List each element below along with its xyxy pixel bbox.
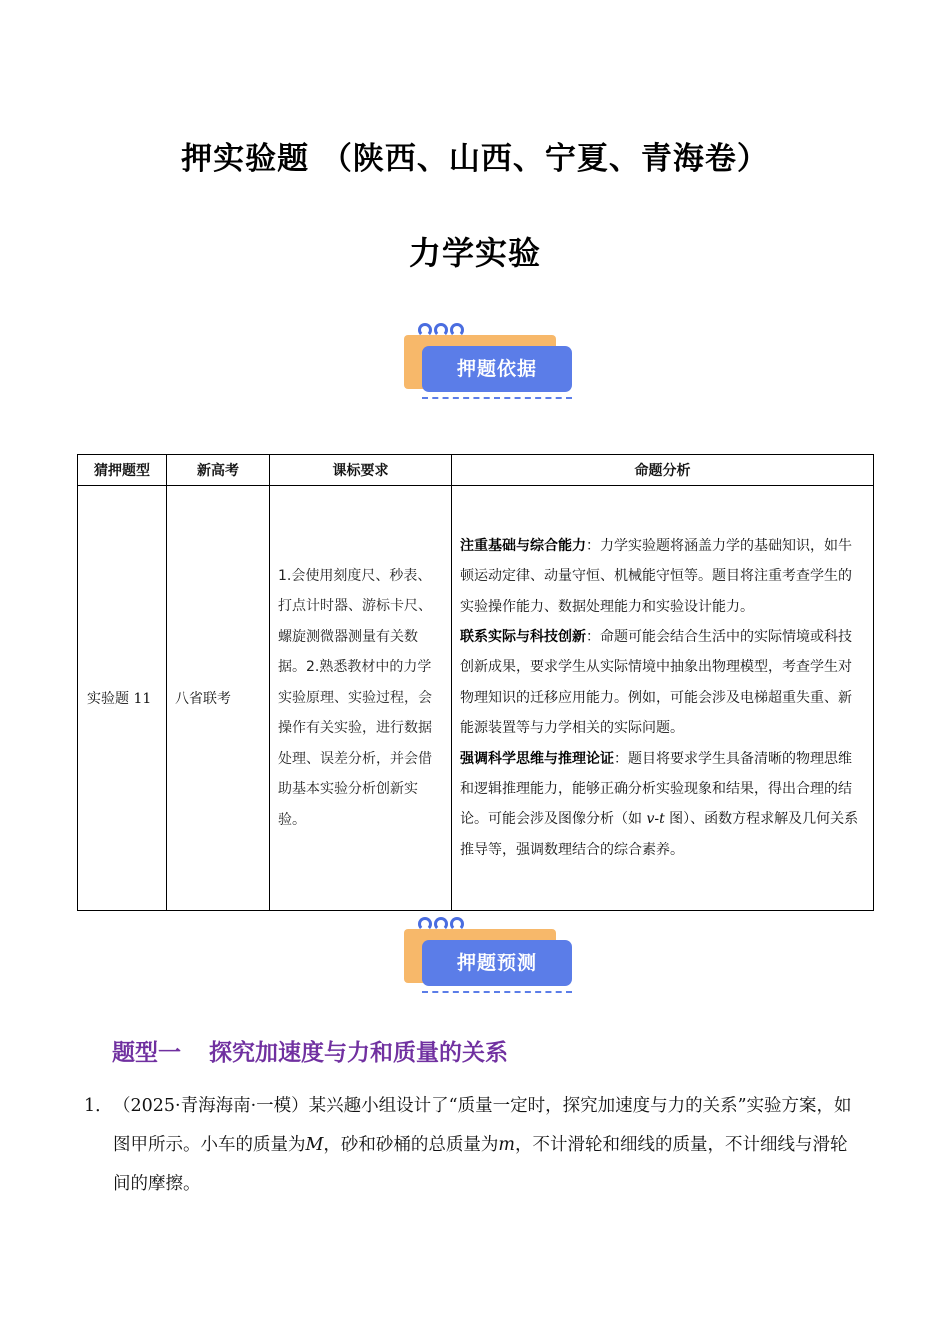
question-text xyxy=(113,1087,864,1204)
question-text-part: ，不计滑轮和细线的质量，不计细线与滑轮间的摩擦。 xyxy=(113,1135,848,1194)
rings-icon xyxy=(418,916,466,935)
analysis-text-3a: ：题目将要求学生具备清晰的物理思维和逻辑推理能力，能够正确分析实验现象和结果，得出合理的结论。可能会涉及图像分析（如 xyxy=(460,750,852,828)
question-number: 1． xyxy=(84,1096,113,1116)
section-title: 探究加速度与力和质量的关系 xyxy=(209,1040,508,1066)
analysis-point-1 xyxy=(460,531,865,622)
analysis-point-3 xyxy=(460,744,865,866)
badge-divider xyxy=(422,991,572,993)
table-row xyxy=(78,486,874,911)
var-m: m xyxy=(498,1135,516,1155)
badge-divider xyxy=(422,397,572,399)
header-exam: 新高考 xyxy=(167,455,270,486)
cell-type: 实验题 11 xyxy=(78,486,167,911)
question-1 xyxy=(84,1087,864,1204)
question-text-part: ，砂和砂桶的总质量为 xyxy=(323,1135,499,1155)
section-label: 题型一 xyxy=(112,1040,181,1066)
section-heading xyxy=(112,1034,508,1067)
prediction-table xyxy=(77,454,874,911)
question-text-part: （2025·青海海南·一模）某兴趣小组设计了“质量一定时，探究加速度与力的关系”实验方案，如图甲所示。小车的质量为 xyxy=(113,1096,852,1155)
header-standard: 课标要求 xyxy=(270,455,452,486)
analysis-text-2: ：命题可能会结合生活中的实际情境或科技创新成果，要求学生从实际情境中抽象出物理模型，考查学生对物理知识的迁移应用能力。例如，可能会涉及电梯超重失重、新能源装置等与力学相关的实际问题。 xyxy=(460,628,852,737)
cell-standard: 1.会使用刻度尺、秒表、打点计时器、游标卡尺、螺旋测微器测量有关数据。2.熟悉教材中的力学实验原理、实验过程，会操作有关实验，进行数据处理、误差分析，并会借助基本实验分析创新实验。 xyxy=(270,486,452,911)
analysis-head-1: 注重基础与综合能力 xyxy=(460,537,586,554)
badge-basis xyxy=(404,322,576,402)
var-M: M xyxy=(305,1135,324,1155)
analysis-head-3: 强调科学思维与推理论证 xyxy=(460,750,614,767)
analysis-vt: v-t xyxy=(646,811,665,828)
badge-label: 押题预测 xyxy=(422,940,572,986)
header-type: 猜押题型 xyxy=(78,455,167,486)
badge-label: 押题依据 xyxy=(422,346,572,392)
page-title: 押实验题 （陕西、山西、宁夏、青海卷） xyxy=(181,141,769,177)
page-subtitle: 力学实验 xyxy=(408,234,541,272)
analysis-text-3b: 图）、函数方程求解及几何关系推导等，强调数理结合的综合素养。 xyxy=(460,811,859,858)
header-analysis: 命题分析 xyxy=(452,455,874,486)
cell-exam: 八省联考 xyxy=(167,486,270,911)
badge-prediction xyxy=(404,916,576,996)
cell-analysis xyxy=(452,486,874,911)
table-header-row xyxy=(78,455,874,486)
rings-icon xyxy=(418,322,466,341)
analysis-point-2 xyxy=(460,622,865,744)
analysis-head-2: 联系实际与科技创新 xyxy=(460,628,586,645)
analysis-text-1: ：力学实验题将涵盖力学的基础知识，如牛顿运动定律、动量守恒、机械能守恒等。题目将注重考查学生的实验操作能力、数据处理能力和实验设计能力。 xyxy=(460,537,852,615)
